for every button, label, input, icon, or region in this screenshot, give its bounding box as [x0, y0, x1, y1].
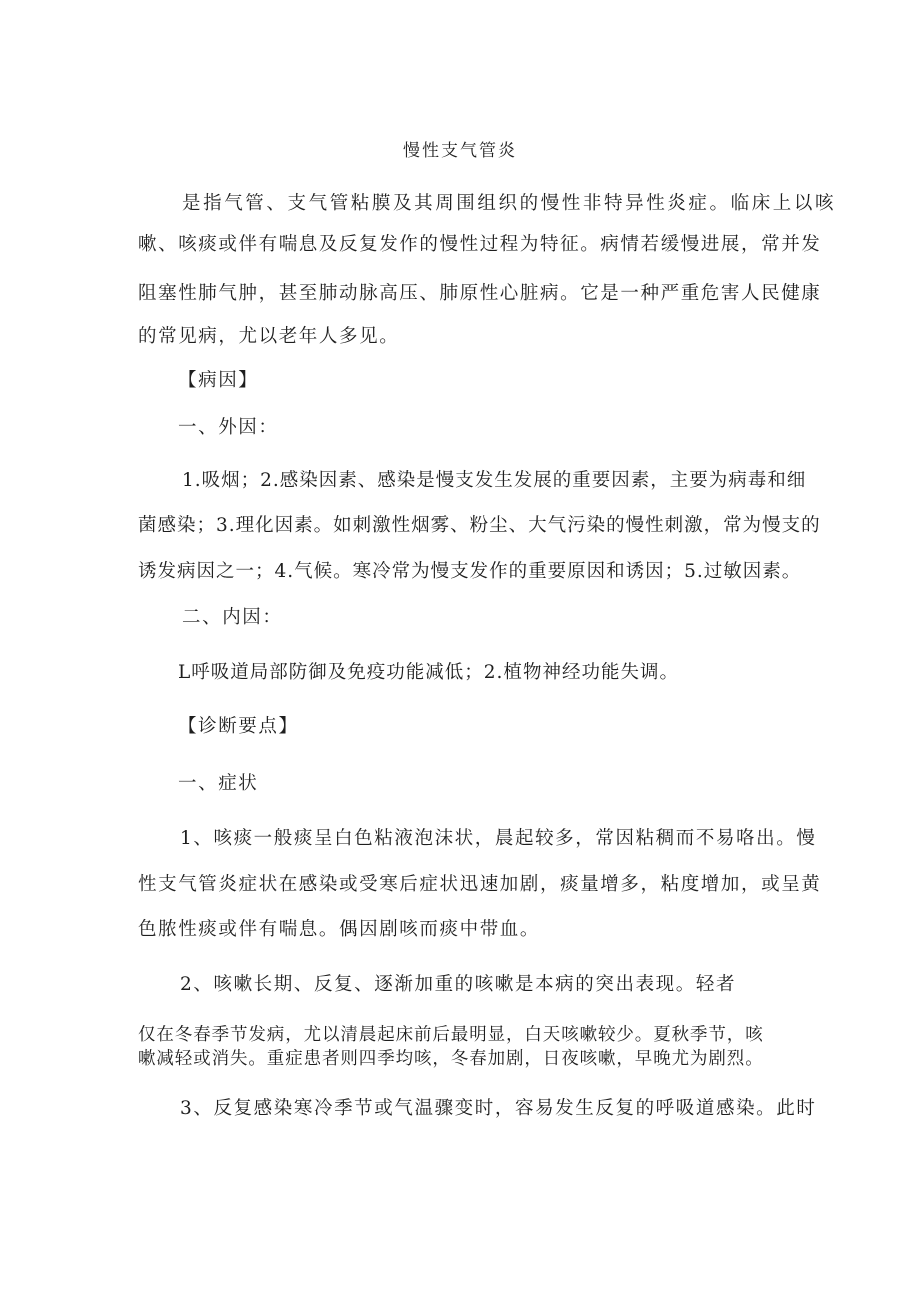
symptom-1-line-2: 性支气管炎症状在感染或受寒后症状迅速加剧，痰量增多，粘度增加，或呈黄 [138, 874, 822, 895]
external-cause-line-1: 1.吸烟；2.感染因素、感染是慢支发生发展的重要因素，主要为病毒和细 [182, 470, 807, 491]
external-cause-line-3: 诱发病因之一；4.气候。寒冷常为慢支发作的重要原因和诱因；5.过敏因素。 [138, 561, 802, 582]
intro-line-2: 嗽、咳痰或伴有喘息及反复发作的慢性过程为特征。病情若缓慢进展，常并发 [138, 234, 822, 255]
external-cause-line-2: 菌感染；3.理化因素。如刺激性烟雾、粉尘、大气污染的慢性刺激，常为慢支的 [138, 515, 821, 536]
internal-cause-text: L呼吸道局部防御及免疫功能减低；2.植物神经功能失调。 [178, 662, 679, 683]
symptom-3-line-1: 3、反复感染寒冷季节或气温骤变时，容易发生反复的呼吸道感染。此时 [180, 1098, 817, 1119]
intro-line-1: 是指气管、支气管粘膜及其周围组织的慢性非特异性炎症。临床上以咳 [182, 193, 837, 214]
intro-line-4: 的常见病，尤以老年人多见。 [138, 326, 400, 347]
symptom-1-line-1: 1、咳痰一般痰呈白色粘液泡沫状，晨起较多，常因粘稠而不易咯出。慢 [180, 828, 817, 849]
symptom-2-line-3: 嗽减轻或消失。重症患者则四季均咳，冬春加剧，日夜咳嗽，早晚尤为剧烈。 [138, 1049, 764, 1069]
symptom-2-line-1: 2、咳嗽长期、反复、逐渐加重的咳嗽是本病的突出表现。轻者 [180, 974, 737, 995]
symptom-1-line-3: 色脓性痰或伴有喘息。偶因剧咳而痰中带血。 [138, 919, 541, 940]
etiology-heading: 【病因】 [178, 370, 259, 391]
internal-cause-heading: 二、内因： [182, 607, 283, 628]
symptom-2-line-2: 仅在冬春季节发病，尤以清晨起床前后最明显，白天咳嗽较少。夏秋季节，咳 [138, 1025, 764, 1045]
intro-line-3: 阻塞性肺气肿，甚至肺动脉高压、肺原性心脏病。它是一种严重危害人民健康 [138, 283, 822, 304]
symptoms-heading: 一、症状 [178, 773, 259, 794]
document-title: 慢性支气管炎 [403, 141, 517, 161]
diagnosis-heading: 【诊断要点】 [178, 716, 299, 737]
external-cause-heading: 一、外因： [178, 417, 279, 438]
